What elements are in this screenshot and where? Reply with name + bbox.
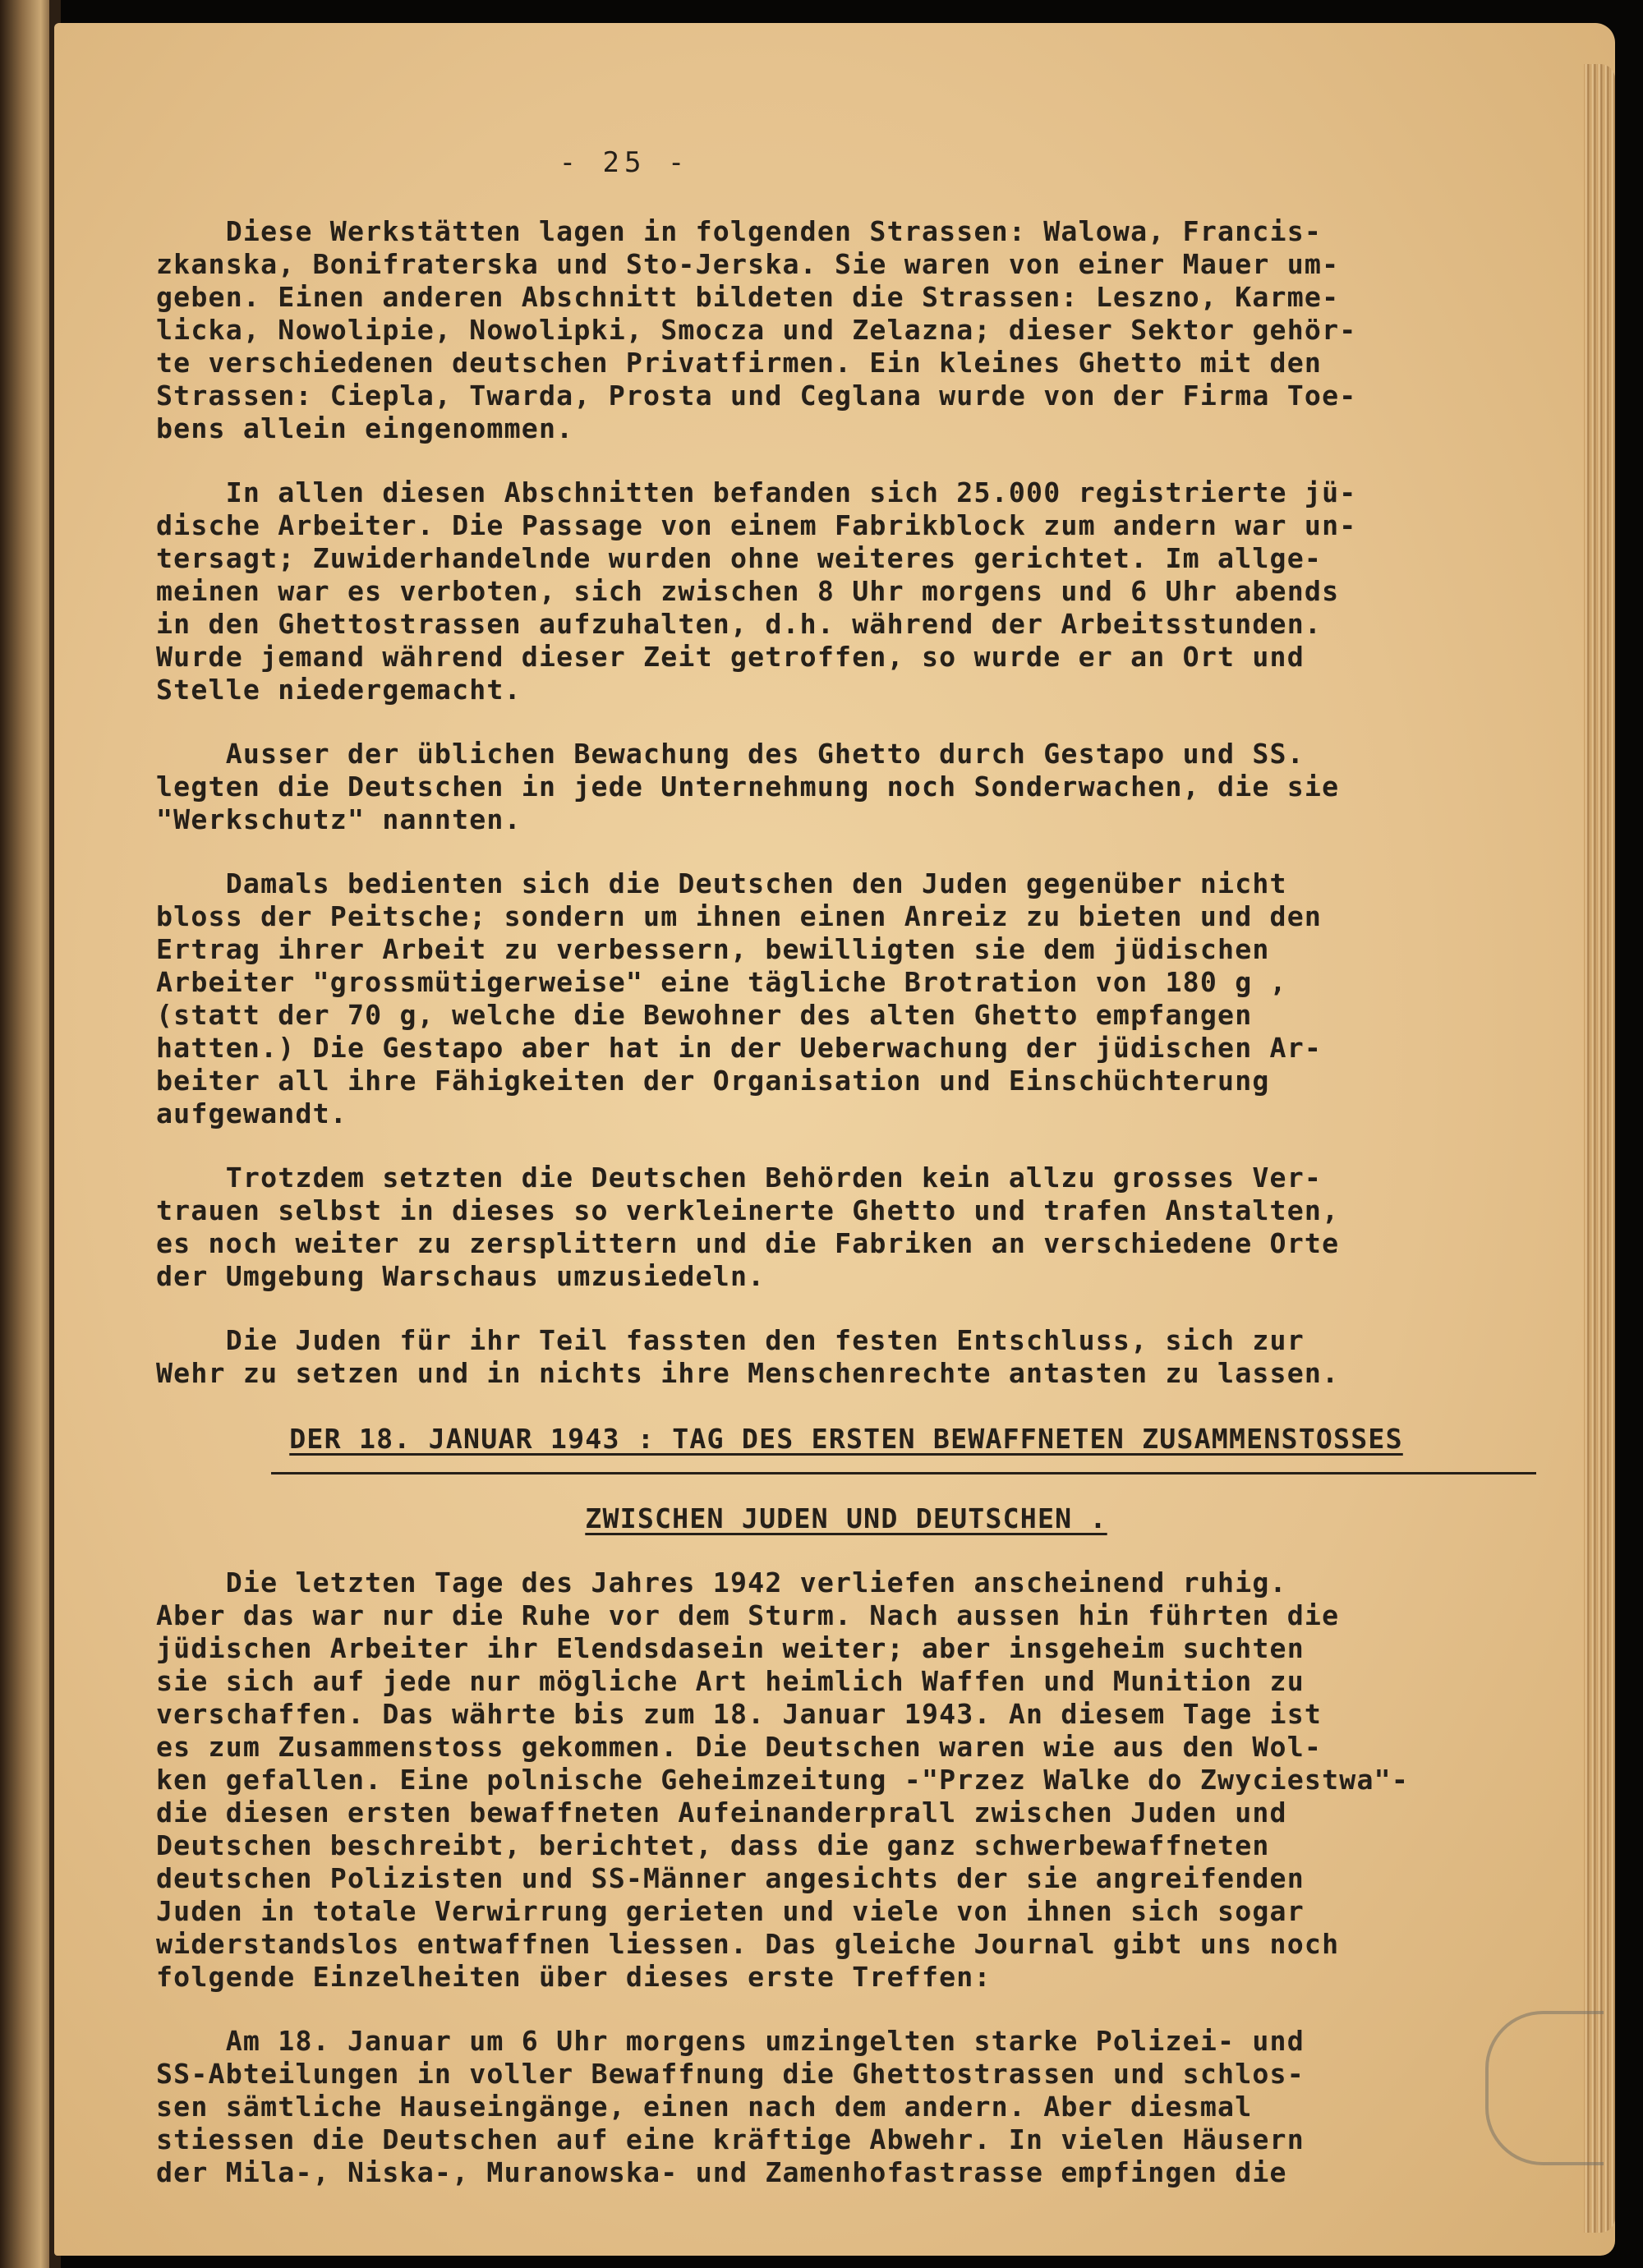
text-line: Wehr zu setzen und in nichts ihre Menschenrechte antasten zu lassen. (156, 1357, 1340, 1389)
text-line: In allen diesen Abschnitten befanden sich 25.000 registrierte jü- (156, 476, 1357, 508)
text-line: aufgewandt. (156, 1097, 347, 1129)
text-line: Stelle niedergemacht. (156, 674, 522, 706)
paragraph (156, 1566, 1536, 1994)
text-line: legten die Deutschen in jede Unternehmung noch Sonderwachen, die sie (156, 771, 1340, 803)
text-line: te verschiedenen deutschen Privatfirmen. Ein kleines Ghetto mit den (156, 347, 1323, 379)
text-line: Trotzdem setzten die Deutschen Behörden kein allzu grosses Ver- (156, 1162, 1323, 1194)
text-line: verschaffen. Das währte bis zum 18. Januar 1943. An diesem Tage ist (156, 1698, 1323, 1730)
text-line: Die letzten Tage des Jahres 1942 verliefen anscheinend ruhig. (156, 1566, 1287, 1599)
text-line: meinen war es verboten, sich zwischen 8 Uhr morgens und 6 Uhr abends (156, 575, 1340, 607)
text-line: bloss der Peitsche; sondern um ihnen einen Anreiz zu bieten und den (156, 900, 1323, 932)
paragraphs-section-1 (156, 215, 1536, 1390)
section-heading (156, 1421, 1536, 1457)
heading-line-1: DER 18. JANUAR 1943 : TAG DES ERSTEN BEWAFFNETEN ZUSAMMENSTOSSES (289, 1423, 1403, 1455)
text-line: sen sämtliche Hauseingänge, einen nach dem andern. Aber diesmal (156, 2091, 1253, 2123)
paragraph (156, 1162, 1536, 1293)
text-line: in den Ghettostrassen aufzuhalten, d.h. während der Arbeitsstunden. (156, 608, 1323, 640)
text-line: der Mila-, Niska-, Muranowska- und Zamenhofastrasse empfingen die (156, 2156, 1287, 2188)
text-line: es noch weiter zu zersplittern und die Fabriken an verschiedene Orte (156, 1227, 1340, 1259)
text-line: geben. Einen anderen Abschnitt bildeten die Strassen: Leszno, Karme- (156, 281, 1340, 313)
text-line: Am 18. Januar um 6 Uhr morgens umzingelten starke Polizei- und (156, 2025, 1305, 2057)
paragraphs-section-2 (156, 1566, 1536, 2189)
text-line: ken gefallen. Eine polnische Geheimzeitung -"Przez Walke do Zwyciestwa"- (156, 1764, 1410, 1796)
text-line: Juden in totale Verwirrung gerieten und viele von ihnen sich sogar (156, 1895, 1305, 1927)
heading-line-2: ZWISCHEN JUDEN UND DEUTSCHEN . (585, 1502, 1107, 1534)
previous-page-edge (0, 0, 54, 2268)
text-line: Ausser der üblichen Bewachung des Ghetto durch Gestapo und SS. (156, 738, 1305, 770)
paragraph (156, 215, 1536, 445)
text-line: deutschen Polizisten und SS-Männer angesichts der sie angreifenden (156, 1862, 1305, 1894)
paragraph (156, 476, 1536, 706)
text-line: sie sich auf jede nur mögliche Art heimlich Waffen und Munition zu (156, 1665, 1305, 1697)
page-text (156, 146, 1536, 2220)
paragraph (156, 1324, 1536, 1390)
text-line: stiessen die Deutschen auf eine kräftige Abwehr. In vielen Häusern (156, 2123, 1305, 2155)
text-line: widerstandslos entwaffnen liessen. Das gleiche Journal gibt uns noch (156, 1928, 1340, 1960)
text-line: dische Arbeiter. Die Passage von einem Fabrikblock zum andern war un- (156, 509, 1357, 541)
text-line: tersagt; Zuwiderhandelnde wurden ohne weiteres gerichtet. Im allge- (156, 542, 1323, 574)
text-line: jüdischen Arbeiter ihr Elendsdasein weiter; aber insgeheim suchten (156, 1632, 1305, 1664)
text-line: Strassen: Ciepla, Twarda, Prosta und Ceglana wurde von der Firma Toe- (156, 380, 1357, 412)
text-line: "Werkschutz" nannten. (156, 803, 522, 835)
text-line: Arbeiter "grossmütigerweise" eine tägliche Brotration von 180 g , (156, 966, 1287, 998)
text-line: Deutschen beschreibt, berichtet, dass die ganz schwerbewaffneten (156, 1829, 1270, 1861)
text-line: es zum Zusammenstoss gekommen. Die Deutschen waren wie aus den Wol- (156, 1731, 1323, 1763)
text-line: Die Juden für ihr Teil fassten den festen Entschluss, sich zur (156, 1324, 1305, 1356)
text-line: Ertrag ihrer Arbeit zu verbessern, bewilligten sie dem jüdischen (156, 933, 1270, 965)
text-line: zkanska, Bonifraterska und Sto-Jerska. Sie waren von einer Mauer um- (156, 248, 1340, 280)
text-line: Damals bedienten sich die Deutschen den Juden gegenüber nicht (156, 867, 1287, 899)
book-page (54, 23, 1615, 2256)
text-line: der Umgebung Warschaus umzusiedeln. (156, 1260, 766, 1292)
text-line: bens allein eingenommen. (156, 412, 574, 444)
paragraph (156, 738, 1536, 836)
text-line: folgende Einzelheiten über dieses erste Treffen: (156, 1961, 992, 1993)
text-line: trauen selbst in dieses so verkleinerte Ghetto und trafen Anstalten, (156, 1194, 1340, 1226)
heading-rule (271, 1472, 1536, 1474)
text-line: Diese Werkstätten lagen in folgenden Strassen: Walowa, Francis- (156, 215, 1323, 247)
text-line: beiter all ihre Fähigkeiten der Organisation und Einschüchterung (156, 1065, 1270, 1097)
text-line: Aber das war nur die Ruhe vor dem Sturm. Nach aussen hin führten die (156, 1599, 1340, 1631)
paragraph (156, 2025, 1536, 2189)
page-number: - 25 - (559, 146, 690, 179)
text-line: licka, Nowolipie, Nowolipki, Smocza und Zelazna; dieser Sektor gehör- (156, 314, 1357, 346)
paragraph (156, 867, 1536, 1130)
text-line: Wurde jemand während dieser Zeit getroffen, so wurde er an Ort und (156, 641, 1305, 673)
text-line: SS-Abteilungen in voller Bewaffnung die Ghettostrassen und schlos- (156, 2058, 1305, 2090)
text-line: die diesen ersten bewaffneten Aufeinanderprall zwischen Juden und (156, 1796, 1287, 1829)
text-line: (statt der 70 g, welche die Bewohner des alten Ghetto empfangen (156, 999, 1253, 1031)
text-line: hatten.) Die Gestapo aber hat in der Ueberwachung der jüdischen Ar- (156, 1032, 1323, 1064)
page-stack-edges (1584, 64, 1615, 2233)
